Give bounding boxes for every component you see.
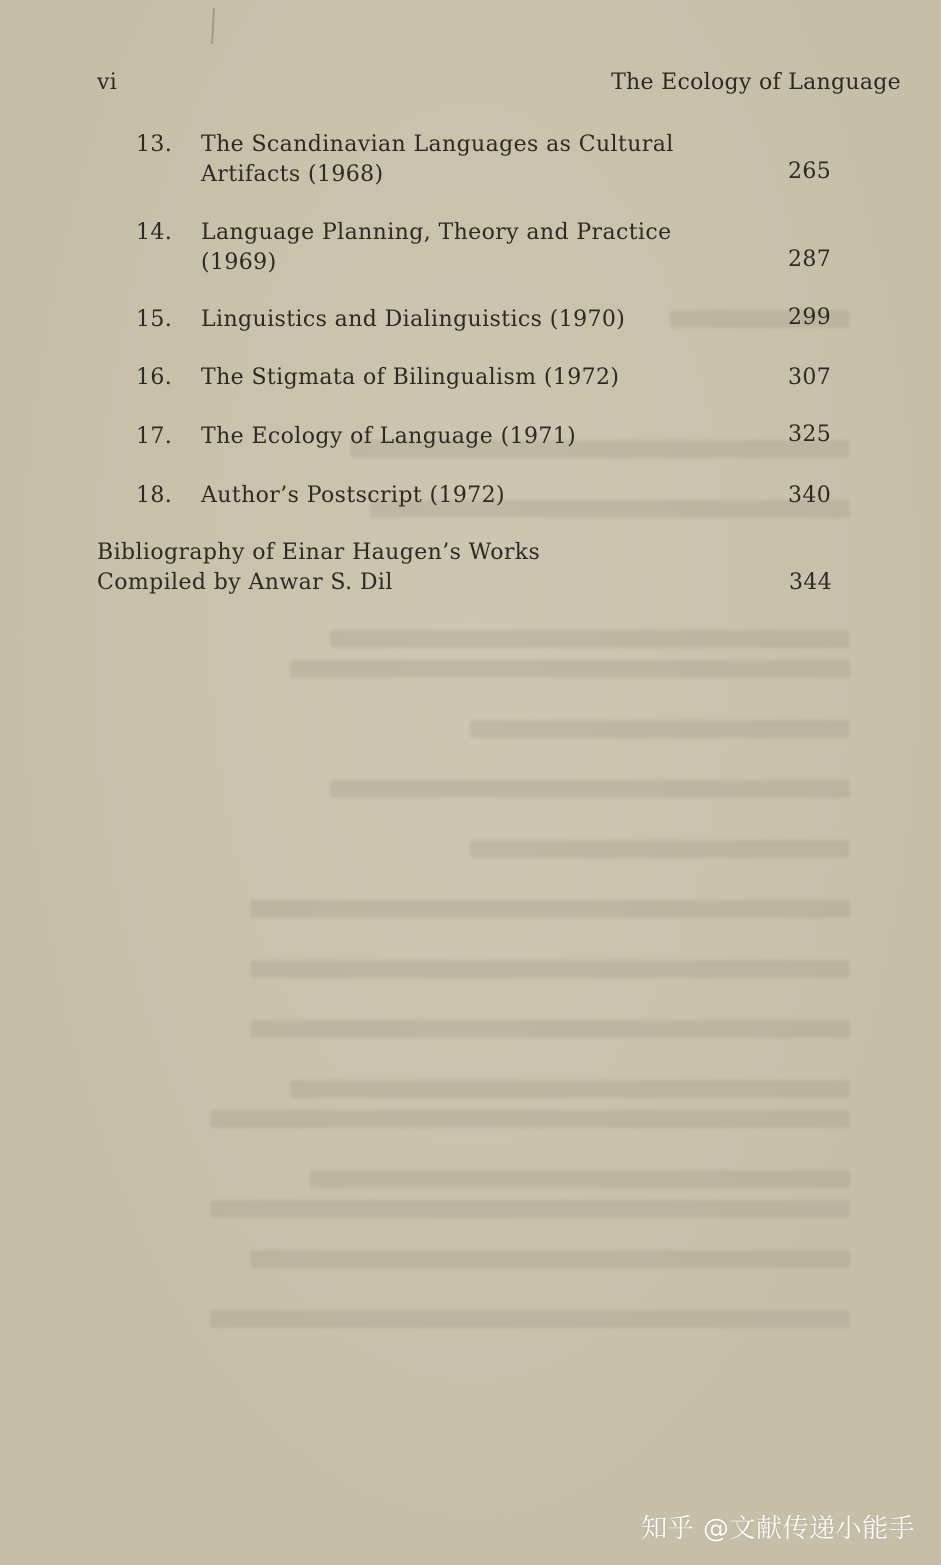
toc-entry-page: 287 xyxy=(788,247,832,272)
toc-entry-title: The Stigmata of Bilingualism (1972) xyxy=(201,365,620,390)
bibliography-compiler: Compiled by Anwar S. Dil xyxy=(97,570,393,595)
bibliography-entry xyxy=(97,538,837,600)
toc-entry-number: 16. xyxy=(136,365,173,390)
toc-entry xyxy=(136,218,836,278)
bibliography-page: 344 xyxy=(789,570,833,595)
toc-entry-number: 18. xyxy=(136,483,173,508)
toc-entry-title: The Ecology of Language (1971) xyxy=(201,424,577,449)
toc-entry-number: 17. xyxy=(136,424,173,449)
toc-entry-title: Linguistics and Dialinguistics (1970) xyxy=(201,307,626,332)
toc-entry-number: 15. xyxy=(136,307,173,332)
toc-entry-page: 340 xyxy=(788,483,832,508)
toc-entry-page: 299 xyxy=(788,305,832,330)
toc-entry-title: Language Planning, Theory and Practice (1969) xyxy=(201,220,672,275)
toc-entry xyxy=(136,305,836,335)
toc-entry-number: 14. xyxy=(136,220,173,245)
watermark: 知乎 @文献传递小能手 xyxy=(641,1514,915,1544)
toc-entry-page: 307 xyxy=(788,365,832,390)
running-head xyxy=(97,70,901,100)
toc-entry xyxy=(136,363,836,393)
toc-entry-title: Author’s Postscript (1972) xyxy=(201,483,506,508)
toc-entry xyxy=(136,422,836,452)
toc-entry-number: 13. xyxy=(136,132,173,157)
bibliography-title: Bibliography of Einar Haugen’s Works xyxy=(97,540,541,565)
toc-entry xyxy=(136,130,836,190)
toc-entry-page: 325 xyxy=(788,422,832,447)
toc-entry-title: The Scandinavian Languages as Cultural Artifacts (1968) xyxy=(201,132,674,187)
toc-entry-page: 265 xyxy=(788,159,832,184)
toc-entry xyxy=(136,481,836,511)
paper-mark xyxy=(211,8,215,44)
running-head-title: The Ecology of Language xyxy=(611,70,901,95)
page-folio: vi xyxy=(97,70,118,95)
